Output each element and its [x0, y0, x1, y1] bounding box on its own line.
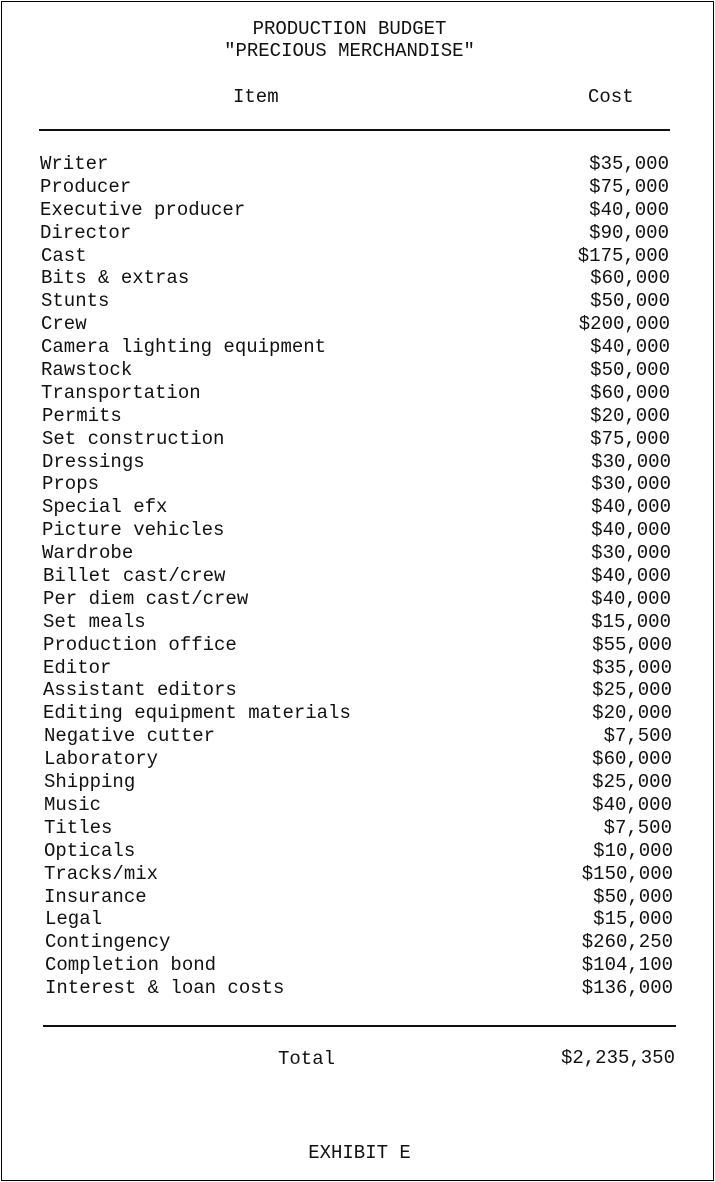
- row-item: Rawstock: [41, 359, 133, 382]
- row-item: Opticals: [44, 839, 136, 862]
- table-row: [2, 794, 713, 817]
- row-item: Per diem cast/crew: [43, 587, 249, 610]
- row-cost: $20,000: [590, 404, 670, 427]
- row-cost: $40,000: [591, 565, 671, 588]
- row-item: Legal: [45, 908, 103, 931]
- row-cost: $35,000: [592, 656, 672, 679]
- row-item: Stunts: [41, 290, 110, 313]
- table-row: [2, 931, 713, 954]
- table-row: [2, 886, 713, 909]
- document-subtitle: "PRECIOUS MERCHANDISE": [224, 40, 475, 62]
- total-value: $2,235,350: [560, 1047, 675, 1069]
- row-item: Editing equipment materials: [43, 702, 351, 725]
- row-cost: $10,000: [593, 839, 673, 862]
- row-item: Interest & loan costs: [45, 977, 285, 1000]
- table-row: [2, 519, 713, 542]
- row-cost: $40,000: [591, 496, 671, 519]
- budget-page: [1, 1, 714, 1181]
- row-item: Contingency: [45, 931, 171, 954]
- row-item: Set meals: [43, 610, 146, 633]
- row-item: Cast: [41, 244, 87, 267]
- table-row: [2, 245, 713, 268]
- table-row: [2, 840, 713, 863]
- row-item: Billet cast/crew: [43, 565, 226, 588]
- table-row: [2, 657, 713, 680]
- row-cost: $55,000: [592, 633, 672, 656]
- row-cost: $15,000: [591, 610, 671, 633]
- row-item: Dressings: [42, 450, 145, 473]
- row-item: Executive producer: [40, 198, 246, 221]
- row-item: Production office: [43, 633, 237, 656]
- row-item: Director: [40, 221, 132, 244]
- table-row: [2, 313, 713, 336]
- table-row: [2, 176, 713, 199]
- row-item: Props: [42, 473, 100, 496]
- row-cost: $20,000: [592, 702, 672, 725]
- table-row: [2, 428, 713, 451]
- row-cost: $50,000: [590, 290, 670, 313]
- table-row: [2, 771, 713, 794]
- row-cost: $40,000: [592, 793, 672, 816]
- row-cost: $30,000: [591, 473, 671, 496]
- row-cost: $40,000: [591, 519, 671, 542]
- table-row: [2, 405, 713, 428]
- table-row: [2, 496, 713, 519]
- row-cost: $40,000: [589, 198, 669, 221]
- row-cost: $75,000: [590, 427, 670, 450]
- row-cost: $30,000: [591, 450, 671, 473]
- table-row: [2, 702, 713, 725]
- row-cost: $35,000: [589, 153, 669, 175]
- row-item: Laboratory: [44, 748, 159, 771]
- column-header-item: Item: [233, 86, 279, 108]
- row-cost: $50,000: [593, 885, 673, 908]
- table-row: [2, 451, 713, 474]
- row-item: Insurance: [44, 885, 147, 908]
- table-row: [2, 473, 713, 496]
- table-row: [2, 817, 713, 840]
- row-item: Completion bond: [45, 954, 217, 977]
- row-cost: $175,000: [577, 244, 669, 267]
- total-divider: [43, 1025, 676, 1027]
- total-label: Total: [278, 1048, 336, 1070]
- row-cost: $104,100: [581, 954, 673, 977]
- row-cost: $40,000: [590, 336, 670, 359]
- row-item: Tracks/mix: [44, 862, 159, 885]
- row-item: Crew: [41, 313, 87, 336]
- row-item: Bits & extras: [41, 267, 190, 290]
- row-item: Set construction: [42, 427, 225, 450]
- table-row: [2, 222, 713, 245]
- row-cost: $7,500: [603, 816, 672, 839]
- row-item: Camera lighting equipment: [41, 336, 327, 359]
- column-header-cost: Cost: [588, 86, 634, 108]
- row-cost: $200,000: [578, 313, 670, 336]
- table-row: [2, 908, 713, 931]
- row-cost: $60,000: [592, 748, 672, 771]
- document-title: PRODUCTION BUDGET: [252, 18, 447, 40]
- table-row: [2, 267, 713, 290]
- row-cost: $25,000: [592, 679, 672, 702]
- row-item: Wardrobe: [42, 542, 134, 565]
- table-row: [2, 725, 713, 748]
- header-divider: [39, 129, 670, 131]
- row-item: Special efx: [42, 496, 168, 519]
- row-cost: $25,000: [592, 771, 672, 794]
- table-row: [2, 382, 713, 405]
- table-row: [2, 290, 713, 313]
- table-row: [2, 359, 713, 382]
- row-cost: $50,000: [590, 359, 670, 382]
- row-item: Picture vehicles: [42, 519, 225, 542]
- row-cost: $30,000: [591, 542, 671, 565]
- table-row: [2, 679, 713, 702]
- row-item: Shipping: [44, 771, 136, 794]
- table-row: [2, 611, 713, 634]
- row-item: Negative cutter: [44, 725, 216, 748]
- row-cost: $7,500: [603, 725, 672, 748]
- row-item: Producer: [40, 175, 132, 198]
- row-item: Editor: [43, 656, 112, 679]
- row-cost: $136,000: [581, 977, 673, 1000]
- table-row: [2, 954, 713, 977]
- row-item: Permits: [42, 404, 122, 427]
- row-item: Assistant editors: [43, 679, 237, 702]
- budget-table: [2, 153, 713, 1000]
- table-row: [2, 199, 713, 222]
- table-row: [2, 863, 713, 886]
- exhibit-label: EXHIBIT E: [308, 1142, 411, 1164]
- table-row: [2, 336, 713, 359]
- row-cost: $60,000: [590, 381, 670, 404]
- table-row: [2, 588, 713, 611]
- table-row: [2, 748, 713, 771]
- row-cost: $260,250: [581, 931, 673, 954]
- row-cost: $90,000: [589, 221, 669, 244]
- row-cost: $15,000: [593, 908, 673, 931]
- row-cost: $150,000: [581, 862, 673, 885]
- row-cost: $75,000: [589, 175, 669, 198]
- table-row: [2, 977, 713, 1000]
- row-item: Writer: [40, 153, 109, 175]
- row-cost: $60,000: [590, 267, 670, 290]
- table-row: [2, 565, 713, 588]
- table-row: [2, 542, 713, 565]
- row-item: Titles: [44, 816, 113, 839]
- table-row: [2, 153, 713, 176]
- row-cost: $40,000: [591, 587, 671, 610]
- row-item: Music: [44, 793, 102, 816]
- table-row: [2, 634, 713, 657]
- row-item: Transportation: [41, 381, 201, 404]
